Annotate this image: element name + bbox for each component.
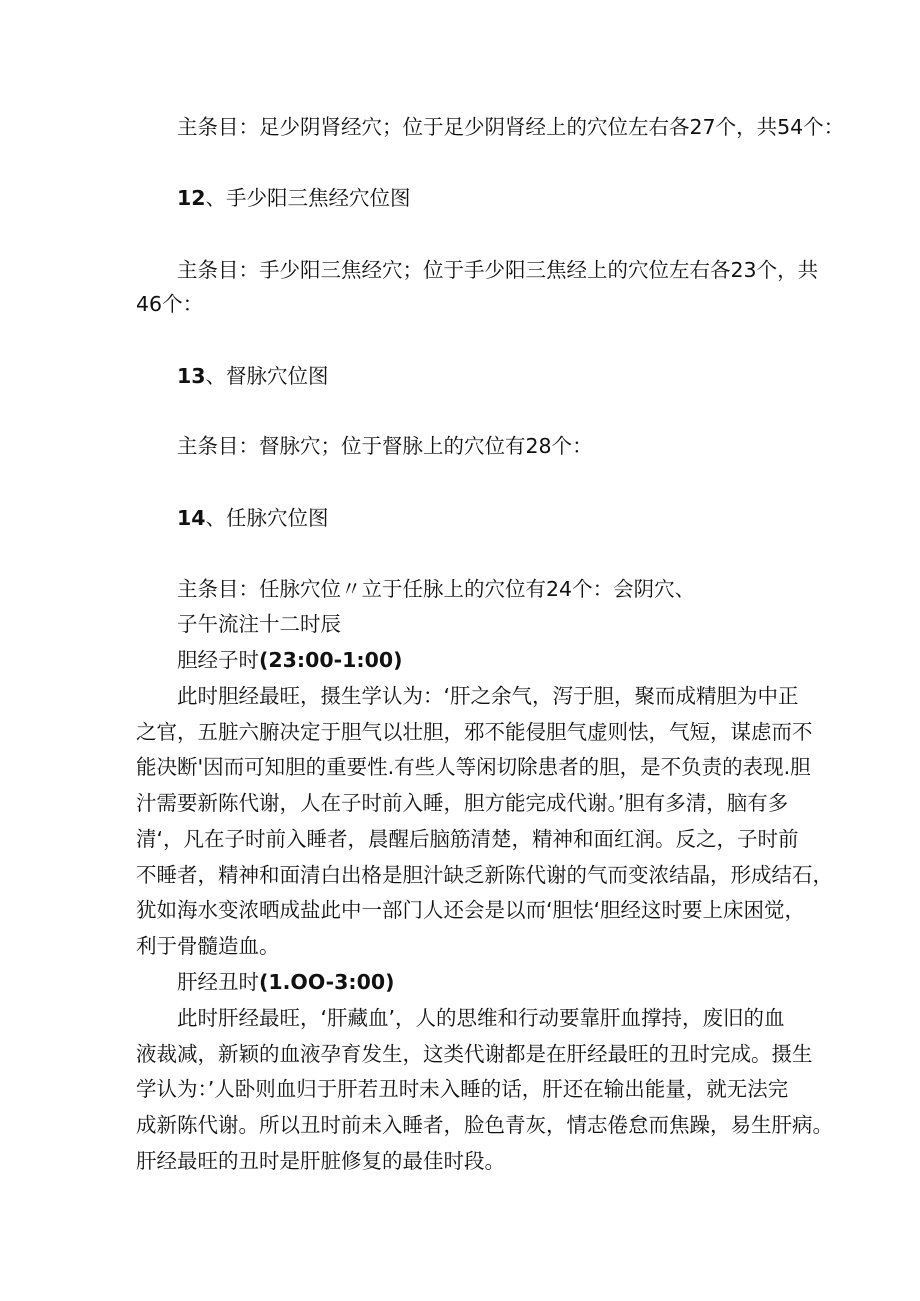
period-time: (1.OO-3:00) bbox=[259, 970, 395, 994]
period-name: 肝经丑时 bbox=[177, 970, 259, 994]
period-heading-zi bbox=[177, 645, 403, 675]
heading-13 bbox=[177, 361, 329, 391]
section-title: 子午流注十二时辰 bbox=[177, 612, 341, 636]
heading-title: 、督脉穴位图 bbox=[205, 364, 329, 388]
heading-number: 13 bbox=[177, 364, 206, 388]
heading-title: 、手少阳三焦经穴位图 bbox=[205, 186, 411, 210]
heading-number: 12 bbox=[177, 186, 206, 210]
period-zi-line: 利于骨髓造血。 bbox=[136, 934, 280, 958]
period-zi-line: 能决断'因而可知胆的重要性.有些人等闲切除患者的胆，是不负责的表现.胆 bbox=[136, 755, 811, 779]
heading-number: 14 bbox=[177, 506, 206, 530]
period-name: 胆经子时 bbox=[177, 648, 259, 672]
heading-14 bbox=[177, 503, 329, 533]
period-time: (23:00-1:00) bbox=[259, 648, 403, 672]
period-chou-line: 成新陈代谢。所以丑时前未入睡者，脸色青灰，情志倦怠而焦躁，易生肝病。 bbox=[136, 1113, 833, 1137]
period-zi-line: 汁需要新陈代谢，人在子时前入睡，胆方能完成代谢。’胆有多清，脑有多 bbox=[136, 791, 789, 815]
period-zi-line: 犹如海水变浓晒成盐此中一部门人还会是以而‘胆怯‘胆经这时要上床困觉， bbox=[136, 898, 806, 922]
period-zi-line: 此时胆经最旺，摄生学认为：‘肝之余气，泻于胆，聚而成精胆为中正 bbox=[177, 684, 799, 708]
period-heading-chou bbox=[177, 967, 395, 997]
period-zi-line: 不睡者，精神和面清白出格是胆汁缺乏新陈代谢的气而变浓结晶，形成结石， bbox=[136, 863, 833, 887]
entry-sanjiao-line-2: 46个： bbox=[136, 292, 204, 316]
heading-12 bbox=[177, 183, 411, 213]
period-chou-line: 肝经最旺的丑时是肝脏修复的最佳时段。 bbox=[136, 1149, 505, 1173]
period-chou-line: 液裁减，新颖的血液孕育发生，这类代谢都是在肝经最旺的丑时完成。摄生 bbox=[136, 1042, 813, 1066]
period-chou-line: 学认为：’人卧则血归于肝若丑时未入睡的话，肝还在输出能量，就无法完 bbox=[136, 1077, 789, 1101]
entry-kidney-meridian: 主条目：足少阴肾经穴；位于足少阴肾经上的穴位左右各27个，共54个： bbox=[177, 115, 845, 139]
entry-sanjiao-line-1: 主条目：手少阳三焦经穴；位于手少阳三焦经上的穴位左右各23个，共 bbox=[177, 258, 819, 282]
period-chou-line: 此时肝经最旺，‘肝藏血’，人的思维和行动要靠肝血撑持，废旧的血 bbox=[177, 1006, 785, 1030]
heading-title: 、任脉穴位图 bbox=[205, 506, 329, 530]
entry-ren-meridian: 主条目：任脉穴位〃立于任脉上的穴位有24个：会阴穴、 bbox=[177, 577, 696, 601]
entry-du-meridian: 主条目：督脉穴；位于督脉上的穴位有28个： bbox=[177, 434, 593, 458]
period-zi-line: 之官，五脏六腑决定于胆气以壮胆，邪不能侵胆气虚则怯，气短，谋虑而不 bbox=[136, 720, 813, 744]
period-zi-line: 清‘，凡在子时前入睡者，晨醒后脑筋清楚，精神和面红润。反之，子时前 bbox=[136, 827, 799, 851]
